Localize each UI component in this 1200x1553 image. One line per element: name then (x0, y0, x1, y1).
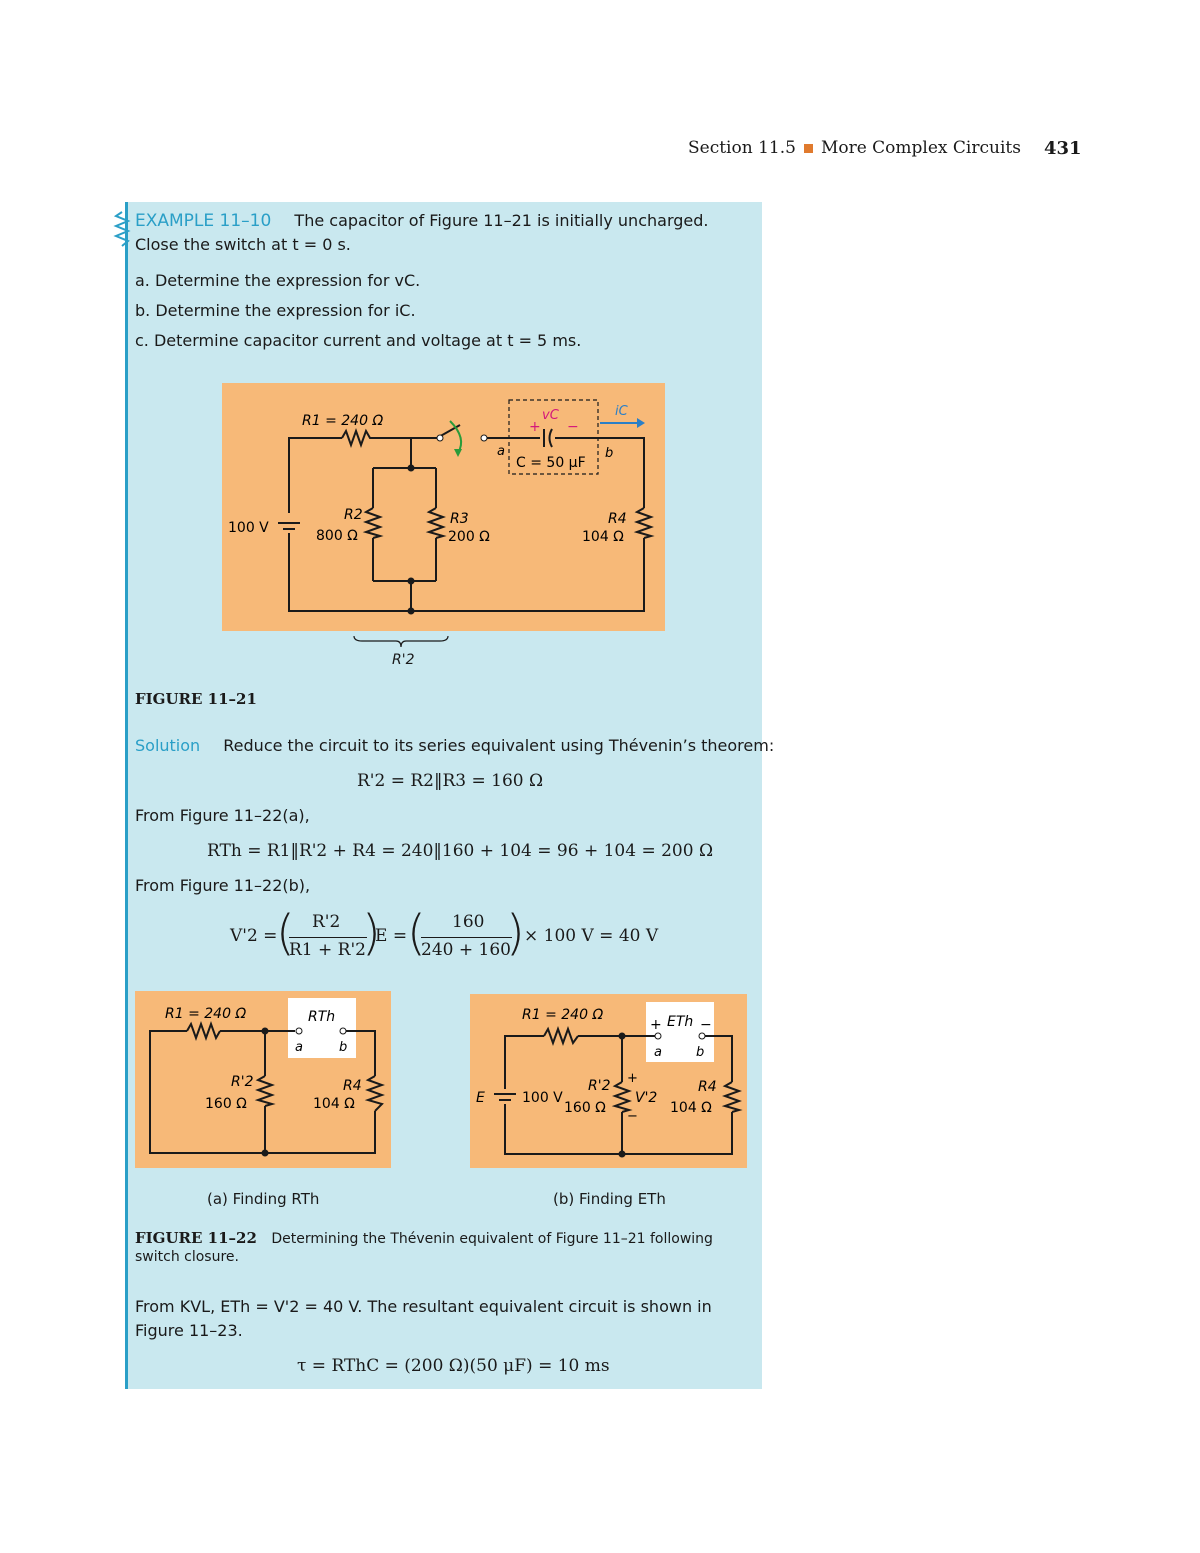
fig22a-node-a: a (295, 1040, 303, 1055)
fig22-caption-text: Determining the Thévenin equivalent of Figure 11–21 following (271, 1231, 713, 1247)
fig22b-node-b: b (696, 1045, 705, 1060)
example-intro (135, 211, 708, 231)
fig22a-node-b: b (339, 1040, 348, 1055)
resistor-margin-icon (112, 210, 132, 250)
circuit-diagram-11-21 (222, 383, 665, 631)
figure-11-21-caption: FIGURE 11–21 (135, 690, 257, 708)
figure-11-22b-circuit (470, 994, 747, 1168)
brace-label: R'2 (392, 652, 415, 668)
fraction-1-numerator: R'2 (312, 912, 341, 932)
solution-label: Solution (135, 736, 201, 755)
node-b-label: b (605, 446, 614, 461)
equation-rth: RTh = R1‖R'2 + R4 = 240‖160 + 104 = 96 + 104 = 200 Ω (207, 841, 714, 861)
fig22a-r4-value: 104 Ω (313, 1096, 355, 1112)
fraction-1-bar (289, 937, 367, 938)
square-bullet-icon (804, 144, 813, 153)
fig22-caption-text2: switch closure. (135, 1249, 239, 1265)
example-panel (125, 202, 762, 1389)
fraction-2-denominator: 240 + 160 (421, 940, 511, 960)
vc-label: vC (542, 408, 559, 423)
from-figure-b: From Figure 11–22(b), (135, 876, 311, 895)
paren-open-2: ( (407, 905, 426, 961)
r4-value: 104 Ω (582, 529, 624, 545)
fig22a-r2-name: R'2 (231, 1074, 254, 1090)
paren-open-1: ( (276, 905, 295, 961)
r2-value: 800 Ω (316, 528, 358, 544)
fig22a-r4-name: R4 (343, 1078, 362, 1094)
fig22b-source-value: 100 V (522, 1090, 563, 1106)
fig22b-r4-value: 104 Ω (670, 1100, 712, 1116)
fig22b-eth-minus: − (700, 1017, 712, 1033)
r3-value: 200 Ω (448, 529, 490, 545)
fig22b-r4-name: R4 (698, 1079, 717, 1095)
solution-line (135, 736, 774, 755)
example-label: EXAMPLE 11–10 (135, 211, 272, 231)
fig22b-sublabel: (b) Finding ETh (553, 1190, 666, 1208)
fig22b-v2-plus: + (627, 1071, 638, 1086)
cap-minus: − (567, 419, 579, 435)
source-label: 100 V (228, 520, 269, 536)
equation-v2-mid: E = (375, 926, 408, 946)
figure-11-22a-circuit (135, 991, 391, 1168)
r2-name: R2 (344, 507, 363, 523)
fraction-1-denominator: R1 + R'2 (289, 940, 366, 960)
fig22a-r2-value: 160 Ω (205, 1096, 247, 1112)
header-title: More Complex Circuits (820, 138, 1021, 158)
kvl-line2: Figure 11–23. (135, 1321, 243, 1340)
header-section: Section 11.5 (688, 138, 796, 158)
circuit-diagram-11-22b (470, 994, 747, 1168)
equation-v2-lhs: V'2 = (230, 926, 278, 946)
equation-v2-rhs: × 100 V = 40 V (524, 926, 659, 946)
task-a: a. Determine the expression for vC. (135, 271, 421, 290)
example-intro-line2: Close the switch at t = 0 s. (135, 235, 351, 254)
solution-text: Reduce the circuit to its series equivalent using Thévenin’s theorem: (223, 736, 775, 755)
fig22b-r2-name: R'2 (588, 1078, 611, 1094)
figure-11-22-caption (135, 1229, 713, 1247)
fig22-caption-label: FIGURE 11–22 (135, 1229, 257, 1247)
equation-tau: τ = RThC = (200 Ω)(50 μF) = 10 ms (297, 1356, 610, 1376)
r2-prime-brace (352, 633, 450, 649)
example-intro-line1: The capacitor of Figure 11–21 is initially uncharged. (294, 211, 709, 230)
fig22b-e-label: E (476, 1090, 485, 1106)
page-number: 431 (1044, 138, 1082, 159)
task-c: c. Determine capacitor current and voltage at t = 5 ms. (135, 331, 582, 350)
fraction-2-bar (421, 937, 512, 938)
fig22a-sublabel: (a) Finding RTh (207, 1190, 320, 1208)
fig22a-rth-label: RTh (308, 1009, 336, 1025)
fig22b-r2-value: 160 Ω (564, 1100, 606, 1116)
task-b: b. Determine the expression for iC. (135, 301, 416, 320)
fig22b-v2-label: V'2 (635, 1090, 658, 1106)
circuit-diagram-11-22a (135, 991, 391, 1168)
running-header (688, 138, 1082, 159)
fig22b-eth-plus: + (650, 1017, 662, 1033)
kvl-line1: From KVL, ETh = V'2 = 40 V. The resultant equivalent circuit is shown in (135, 1297, 712, 1316)
ic-label: iC (615, 404, 628, 419)
cap-value: C = 50 μF (516, 455, 586, 471)
from-figure-a: From Figure 11–22(a), (135, 806, 310, 825)
fig22b-node-a: a (654, 1045, 662, 1060)
fig22b-v2-minus: − (627, 1109, 638, 1124)
paren-close-2: ) (506, 905, 525, 961)
cap-plus: + (529, 419, 541, 435)
r1-label: R1 = 240 Ω (302, 413, 384, 429)
paren-close-1: ) (362, 905, 381, 961)
fig22b-r1-label: R1 = 240 Ω (522, 1007, 604, 1023)
fraction-2-numerator: 160 (452, 912, 485, 932)
r4-name: R4 (608, 511, 627, 527)
fig22b-eth-label: ETh (667, 1014, 694, 1030)
equation-r2-prime: R'2 = R2‖R3 = 160 Ω (357, 771, 544, 791)
fig22a-r1-label: R1 = 240 Ω (165, 1006, 247, 1022)
r3-name: R3 (450, 511, 469, 527)
node-a-label: a (497, 444, 505, 459)
figure-11-21-circuit (222, 383, 665, 631)
